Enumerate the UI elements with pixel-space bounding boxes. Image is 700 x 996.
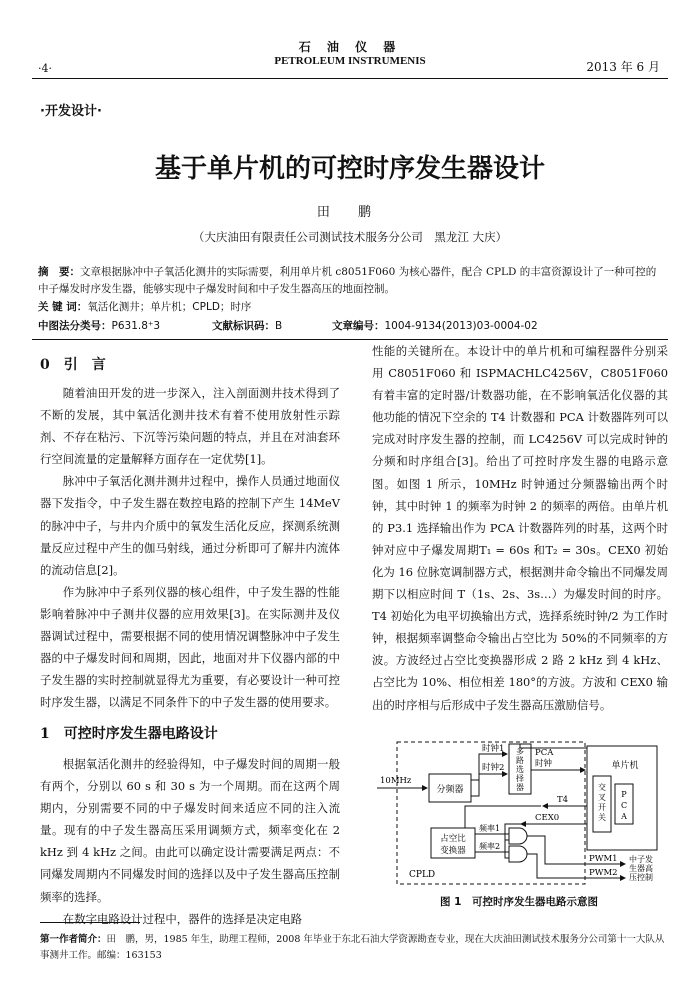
pca-block-label: C — [620, 801, 628, 810]
keywords-text: 氧活化测井；单片机；CPLD；时序 — [87, 301, 252, 313]
right-column-body — [372, 340, 668, 716]
doc-label: 文献标识码： — [212, 320, 275, 332]
issue-date: 2013 年 6 月 — [586, 60, 660, 74]
crossbar-label: 叉 — [598, 793, 606, 802]
heading-intro-title: 引 言 — [63, 357, 106, 373]
intro-body — [40, 382, 340, 713]
clc-label: 中图法分类号： — [38, 320, 112, 332]
duty-converter-label: 占空比 — [440, 834, 466, 844]
output-label: 压控制 — [629, 873, 653, 882]
and-gate-1 — [509, 828, 527, 844]
journal-name-en: PETROLEUM INSTRUMENIS — [274, 55, 426, 67]
heading-intro — [40, 354, 106, 374]
clock2-line — [471, 774, 507, 796]
heading-section-1 — [40, 723, 218, 743]
pca-block-label: A — [621, 812, 627, 821]
author: 田 鹏 — [316, 205, 384, 220]
circuit-diagram — [375, 740, 670, 890]
footnote-text: 田 鹏，男，1985 年生，助理工程师，2008 年毕业于东北石油大学资源勘查专业，现在大庆油田测试技术服务分公司第十一大队从事测井工作。邮编：163153 — [40, 934, 665, 961]
mux-label: 选 — [516, 765, 524, 774]
mux-label: 器 — [516, 783, 524, 792]
footnote-label: 第一作者简介： — [40, 934, 107, 945]
output-label: 中子发 — [629, 855, 653, 864]
keywords — [38, 299, 666, 314]
paragraph: 根据氧活化测井的经验得知，中子爆发时间的周期一般有两个，分别以 60 s 和 30 s 为一个周期。而在这两个周期内，分别需要不同的中子爆发时间来适应不同的注入流量。现有的中子发生器高压采用调频方式，频率变化在 2 kHz 到 4 kHz 之间。由此可以确定设计需要满足两点：不同爆发周期内不同爆发时间的选择以及中子发生器高压控制频率的选择。 — [40, 757, 340, 904]
page-number: ·4· — [38, 62, 52, 75]
figure-caption: 图 1 可控时序发生器电路示意图 — [440, 896, 598, 908]
t4-to-duty-line — [465, 806, 541, 828]
clock2-label: 时钟2 — [482, 763, 505, 773]
affiliation: （大庆油田有限责任公司测试技术服务分公司 黑龙江 大庆） — [192, 230, 508, 244]
heading-s1-num: 1 — [40, 726, 50, 742]
mux-label: 路 — [516, 756, 524, 765]
abstract — [38, 264, 666, 298]
cex0-to-gate2 — [505, 840, 509, 858]
freq1-label: 频率1 — [479, 824, 501, 833]
header-rule — [32, 78, 668, 79]
pca-clock-label: PCA — [535, 748, 554, 758]
pca-block-label: P — [621, 790, 627, 799]
pwm1-label: PWM1 — [589, 854, 618, 864]
clc-value: P631.8⁺3 — [111, 320, 161, 332]
paragraph: 作为脉冲中子系列仪器的核心组件，中子发生器的性能影响着脉冲中子测井仪器的应用效果[3]。在实际测井及仪器调试过程中，需要根据不同的使用情况调整脉冲中子发生器的中子爆发时间和周期，因此，地面对井下仪器内部的中子发生器的实时控制就显得尤为重要，有必要设计一种可控时序发生器，以满足不同条件下的中子发生器的使用要求。 — [40, 584, 340, 710]
divider-label: 分频器 — [436, 785, 464, 795]
paragraph: 性能的关键所在。本设计中的单片机和可编程器件分别采用 C8051F060 和 ISPMACHLC4256V，C8051F060 有着丰富的定时器/计数器功能，在不影响氧活化仪器的其他功能的情况下空余的 T4 计数器和 PCA 计数器阵列可以完成对时序发生器的控制，而 LC4256V 可以完成时钟的分频和时序组合[3]。给出了可控时序发生器的电路示意图。如图 1 所示，10MHz 时钟通过分频器输出两个时钟，其中时钟 1 的频率为时钟 2 的频率的两倍。由单片机的 P3.1 选择输出作为 PCA 计数器阵列的时基，这两个时钟对应中子爆发周期T₁ = 60s 和T₂ = 30s。CEX0 初始化为 16 位脉宽调制器方式，根据测井命令输出不同爆发周期下以相应时间 T（1s、2s、3s…）为爆发时间的时序。T4 初始化为电平切换输出方式，选择系统时钟/2 为工作时钟，根据频率调整命令输出占空比为 50%的不同频率的方波。方波经过占空比变换器形成 2 路 2 kHz 到 4 kHz、占空比为 10%、相位相差 180°的方波。方波和 CEX0 输出的时序相与后形成中子发生器高压激励信号。 — [372, 344, 668, 712]
clock-input-label: 10MHz — [380, 776, 412, 786]
classification — [38, 318, 666, 333]
mux-label: 多 — [516, 747, 524, 756]
paragraph: 脉冲中子氧活化测井测井过程中，操作人员通过地面仪器下发指令，中子发生器在数控电路的控制下产生 14MeV 的脉冲中子，与井内介质中的氧发生活化反应，探测系统测量反应过程中产生的伽马射线，通过分析即可了解井内流体的流动信息[2]。 — [40, 474, 340, 577]
crossbar-label: 关 — [598, 813, 606, 822]
article-number — [332, 318, 538, 333]
heading-s1-title: 可控时序发生器电路设计 — [63, 726, 218, 742]
crossbar-label: 开 — [598, 803, 606, 812]
keywords-label: 关 键 词： — [38, 301, 88, 313]
mux-label: 择 — [516, 774, 524, 783]
footnote-rule — [40, 922, 140, 923]
cex0-label: CEX0 — [535, 813, 560, 823]
paragraph: 随着油田开发的进一步深入，注入剖面测井技术得到了不断的发展，其中氧活化测井技术有着不使用放射性示踪剂、不存在粘污、下沉等污染问题的特点，并且在对油套环行空间流量的定量解释方面存在一定优势[1]。 — [40, 386, 340, 467]
abstract-label: 摘 要： — [38, 266, 80, 278]
paper-title: 基于单片机的可控时序发生器设计 — [154, 154, 545, 184]
pwm2-label: PWM2 — [589, 868, 618, 878]
duty-converter-label: 变换器 — [440, 846, 466, 856]
and-gate-2 — [509, 846, 527, 862]
output-label: 生器高 — [629, 864, 653, 873]
section-tag: ·开发设计· — [40, 104, 102, 119]
t4-label: T4 — [557, 795, 569, 805]
art-value: 1004-9134(2013)03-0004-02 — [384, 320, 538, 332]
journal-name-cn: 石 油 仪 器 — [298, 40, 402, 54]
heading-intro-num: 0 — [40, 357, 50, 373]
cpld-label: CPLD — [409, 870, 436, 880]
footnote — [40, 932, 670, 964]
pca-clock-label: 时钟 — [535, 759, 553, 769]
section-1-body — [40, 753, 340, 930]
art-label: 文章编号： — [332, 320, 385, 332]
crossbar-label: 交 — [598, 783, 606, 792]
abstract-text: 文章根据脉冲中子氧活化测井的实际需要，利用单片机 c8051F060 为核心器件，配合 CPLD 的丰富资源设计了一种可控的中子爆发时序发生器，能够实现中子爆发时间和中子发生器高压的地面控制。 — [38, 266, 657, 295]
clock1-label: 时钟1 — [482, 744, 505, 754]
doc-value: B — [275, 320, 283, 332]
mcu-label: 单片机 — [611, 761, 639, 771]
doc-code — [212, 318, 282, 333]
paragraph: 在数字电路设计过程中，器件的选择是决定电路 — [62, 911, 303, 926]
freq2-label: 频率2 — [479, 842, 501, 851]
